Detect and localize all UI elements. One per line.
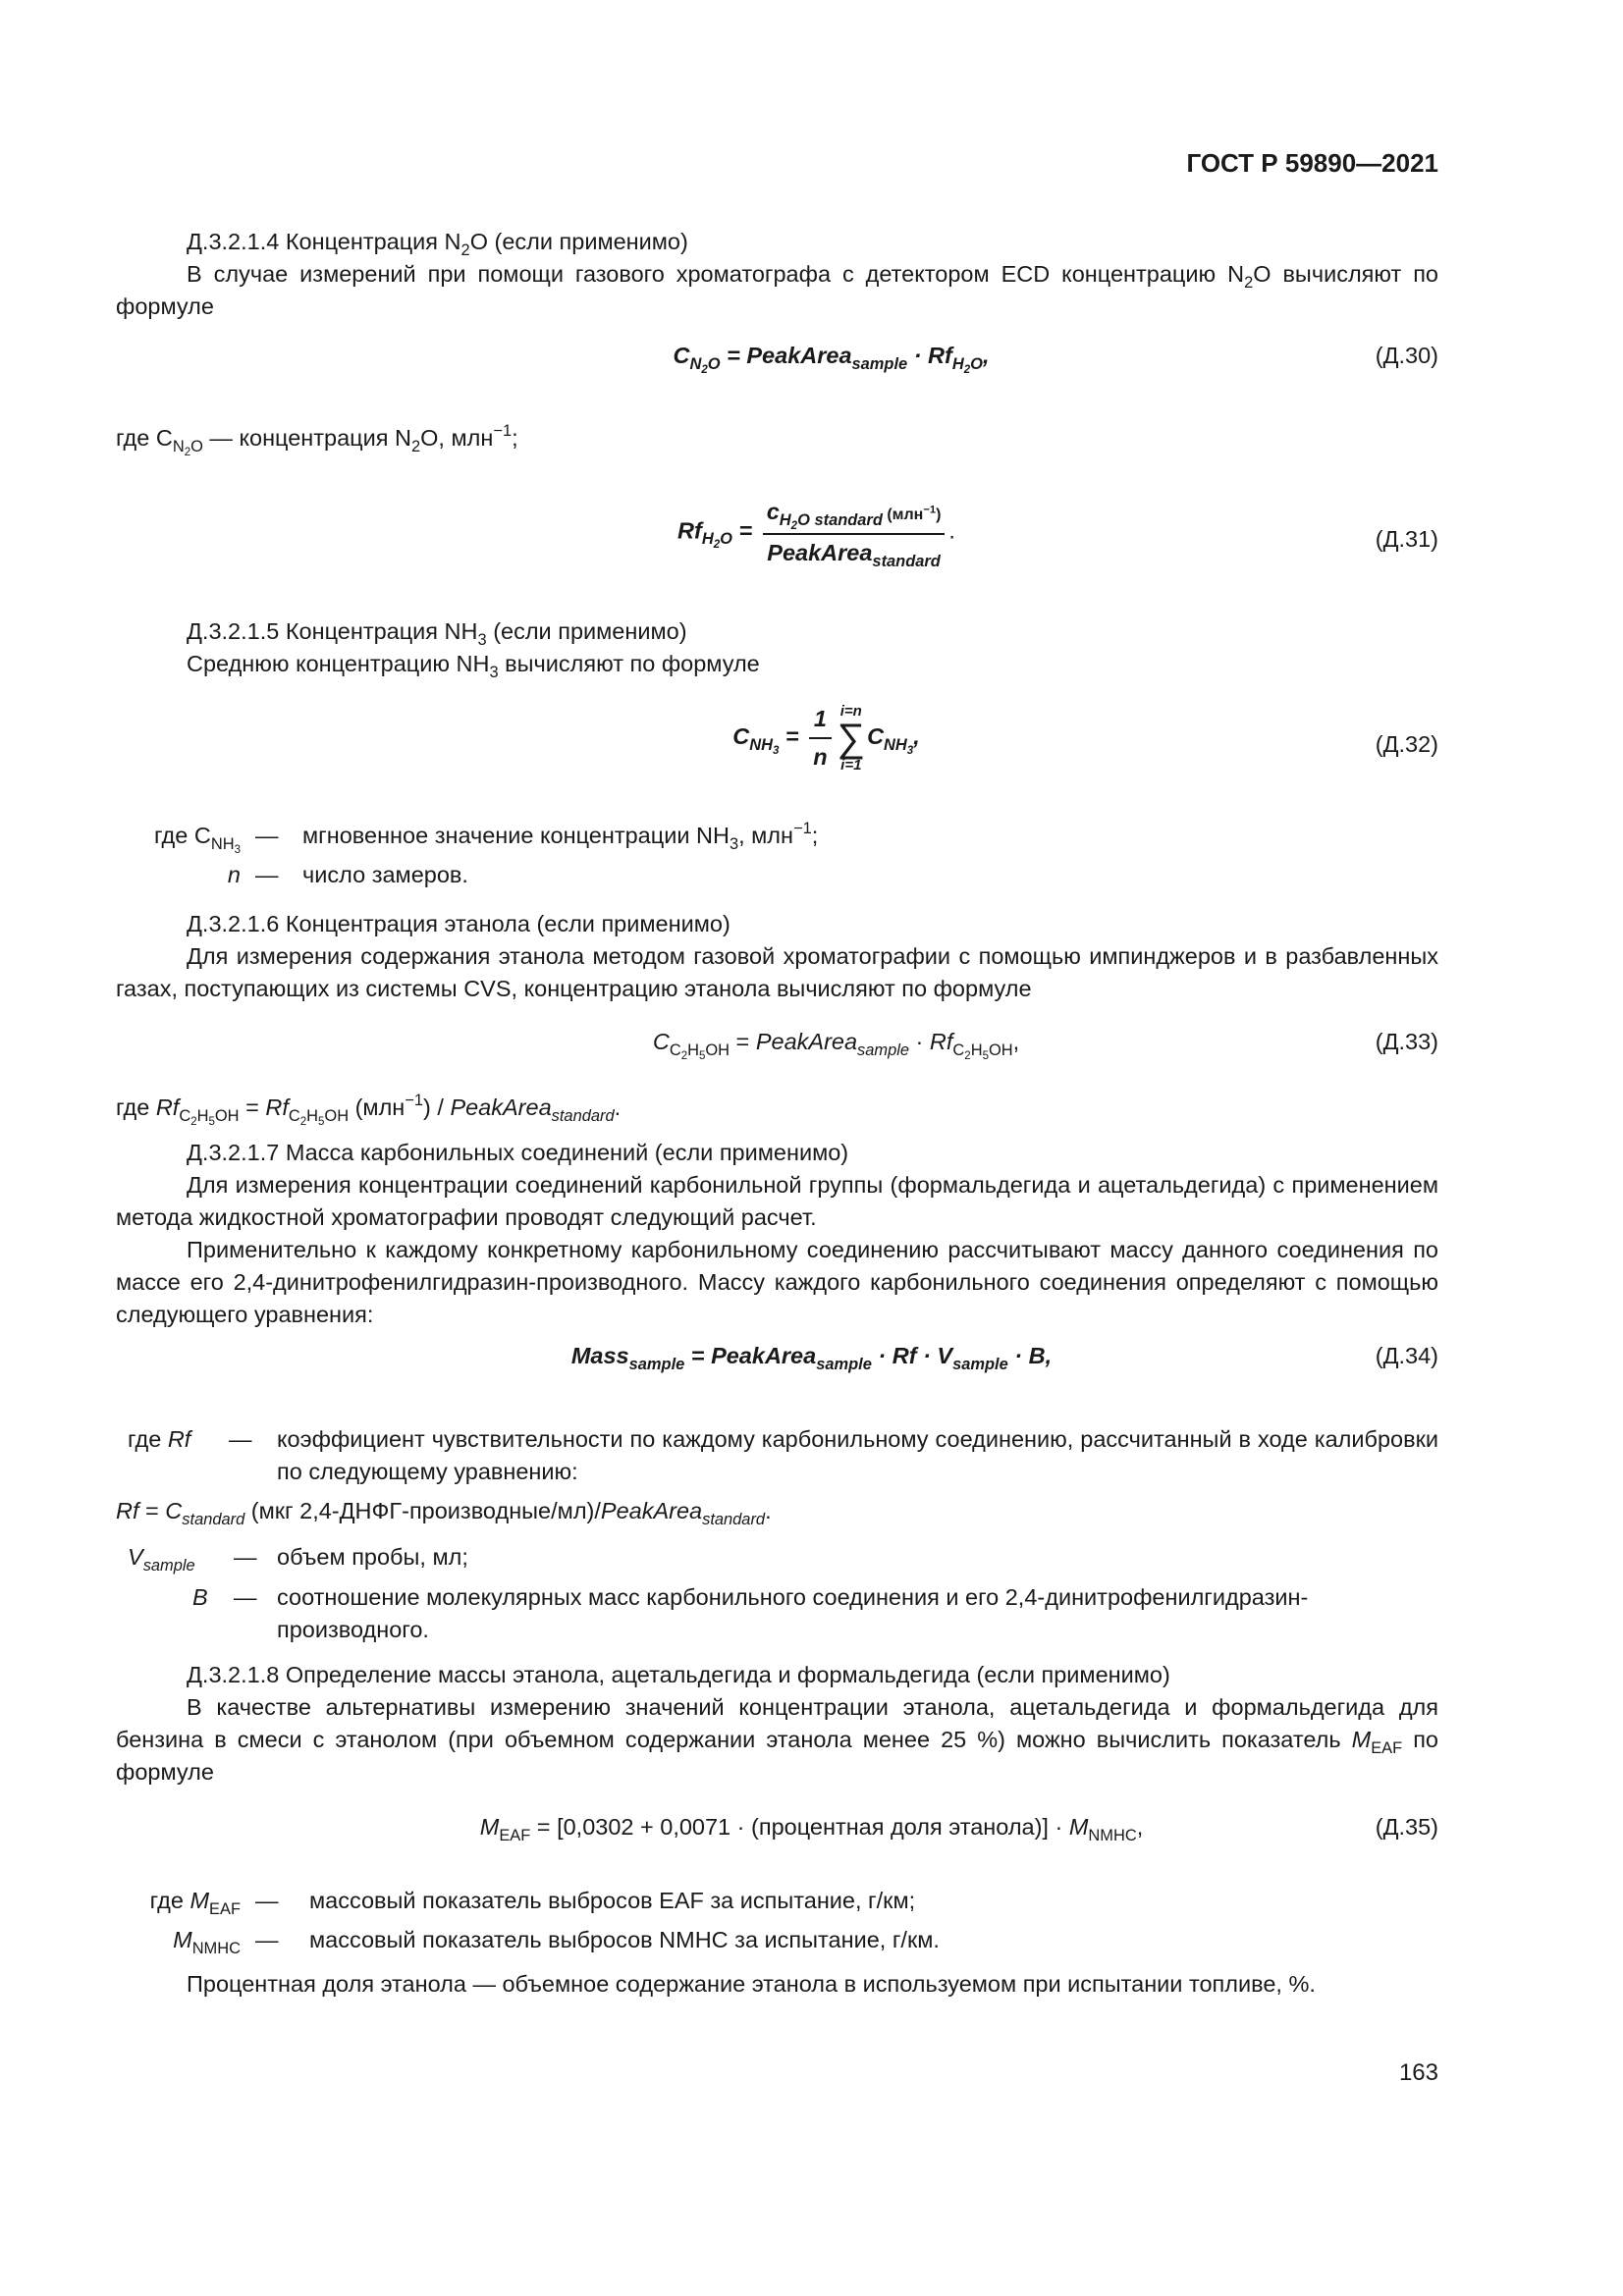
rf-formula-line: $Rf = C_{standard}$ (мкг 2,4-ДНФГ-производные/мл)/PeakArea$_{standard}$. — [116, 1498, 772, 1528]
definitions-d35: где $M_{EAF}$ — массовый показатель выбросов EAF за испытание, г/км; $M_{NMHC}$ — массовый показатель выбросов NMHC за испытание, г/км. — [149, 1888, 940, 1957]
paragraph-carbonyl-2: Применительно к каждому конкретному карбонильному соединению рассчитывают массу данного соединения по массе его 2,4-динитрофенилгидразин-производного. Массу каждого карбонильного соединения определяют с помощью следующего уравнения: — [116, 1237, 1438, 1327]
equation-d34: Mass$_{sample}$ = PeakArea$_{sample}$ · $Rf \cdot V_{sample} \cdot B$, (Д.34) — [0, 1340, 1623, 1379]
equation-number-d31: (Д.31) — [1375, 526, 1438, 552]
page-number: 163 — [1398, 2059, 1438, 2086]
equation-d31: $Rf_{H_2O}$ = $\frac{c_{H_2O standard} (млн^{-1})}{PeakArea_{standard}}$ . (Д.31) — [0, 486, 1623, 594]
section-title-d3215: Д.3.2.1.5 Концентрация $NH_3$ (если применимо) — [187, 618, 687, 649]
paragraph-ethanol-intro: Для измерения содержания этанола методом газовой хроматографии с помощью импинджеров и в разбавленных газах, поступающих из системы CVS, концентрацию этанола вычисляют по формуле — [116, 943, 1438, 1001]
document-number: ГОСТ Р 59890—2021 — [1186, 148, 1438, 178]
equation-number-d33: (Д.33) — [1375, 1029, 1438, 1054]
equation-number-d30: (Д.30) — [1375, 343, 1438, 368]
equation-number-d34: (Д.34) — [1375, 1343, 1438, 1368]
where-n2o: где $C_{N_2O}$ — концентрация $N_2O$, млн$^{-1}$; — [116, 422, 518, 458]
equation-number-d32: (Д.32) — [1375, 731, 1438, 757]
section-title-d3216: Д.3.2.1.6 Концентрация этанола (если применимо) — [187, 911, 730, 936]
equation-d32: $C_{NH_3}$ = $\frac{1}{n}$ i=n ∑ i=1 $C_{NH_3}$, (Д.32) — [732, 703, 1438, 774]
definitions-d32 — [0, 820, 1623, 891]
paragraph-carbonyl-1: Для измерения концентрации соединений карбонильной группы (формальдегида и ацетальдегида) с применением метода жидкостной хроматографии проводят следующий расчет. — [116, 1172, 1438, 1230]
definition-rf: где Rf — коэффициент чувствительности по каждому карбонильному соединению, рассчитанный в ходе калибровки по следующему уравнению: — [128, 1426, 1438, 1484]
equation-number-d35: (Д.35) — [1375, 1814, 1438, 1840]
summation-sign: i=n ∑ i=1 — [837, 703, 866, 774]
paragraph-n2o-intro: В случае измерений при помощи газового хроматографа с детектором ECD концентрацию $N_2O$ вычисляют по формуле — [116, 261, 1439, 319]
section-title-d3217: Д.3.2.1.7 Масса карбонильных соединений (если применимо) — [187, 1140, 849, 1165]
where-rf-ethanol: где $Rf_{C_2H_5OH} = Rf_{C_2H_5OH}$ (млн$^{-1}$) / PeakArea$_{standard}$. — [116, 1092, 622, 1128]
paragraph-ethanol-share: Процентная доля этанола — объемное содержание этанола в используемом при испытании топливе, %. — [187, 1971, 1316, 1997]
definitions-d34: $V_{sample}$ — объем пробы, мл; B — соотношение молекулярных масс карбонильного соединения и его 2,4-динитрофенилгидразин-производного. — [128, 1544, 1309, 1642]
equation-d30: $C_{N_2O}$ = PeakArea$_{sample}$ · $Rf_{H_2O}$, (Д.30) — [0, 340, 1623, 379]
paragraph-eaf-intro: В качестве альтернативы измерению значений концентрации этанола, ацетальдегида и формальдегида для бензина в смеси с этанолом (при объемном содержании этанола менее 25 %) можно вычислить показатель $M_{EAF}$ по формуле — [116, 1694, 1438, 1785]
definition-row: n — число замеров. — [227, 862, 468, 887]
equation-d35: $M_{EAF} = [0,0302 + 0,0071$ · (процентная доля этанола)] · $M_{NMHC}$, (Д.35) — [0, 1811, 1623, 1850]
definition-row: где $C_{NH_3}$ — мгновенное значение концентрации $NH_3$, млн$^{-1}$; — [154, 820, 819, 856]
fraction-d31: $\frac{c_{H_2O standard} (млн^{-1})}{PeakArea_{standard}}$ — [763, 496, 946, 569]
section-title-d3218: Д.3.2.1.8 Определение массы этанола, ацетальдегида и формальдегида (если применимо) — [187, 1662, 1170, 1687]
fraction-1-over-n: $\frac{1}{n}$ — [809, 703, 831, 774]
paragraph-nh3-intro: Среднюю концентрацию $NH_3$ вычисляют по формуле — [187, 651, 760, 681]
equation-d33: $C_{C_2H_5OH}$ = PeakArea$_{sample}$ · $Rf_{C_2H_5OH}$, (Д.33) — [0, 1026, 1623, 1065]
section-title-d3214: Д.3.2.1.4 Концентрация $N_2O$ (если применимо) — [187, 229, 688, 259]
